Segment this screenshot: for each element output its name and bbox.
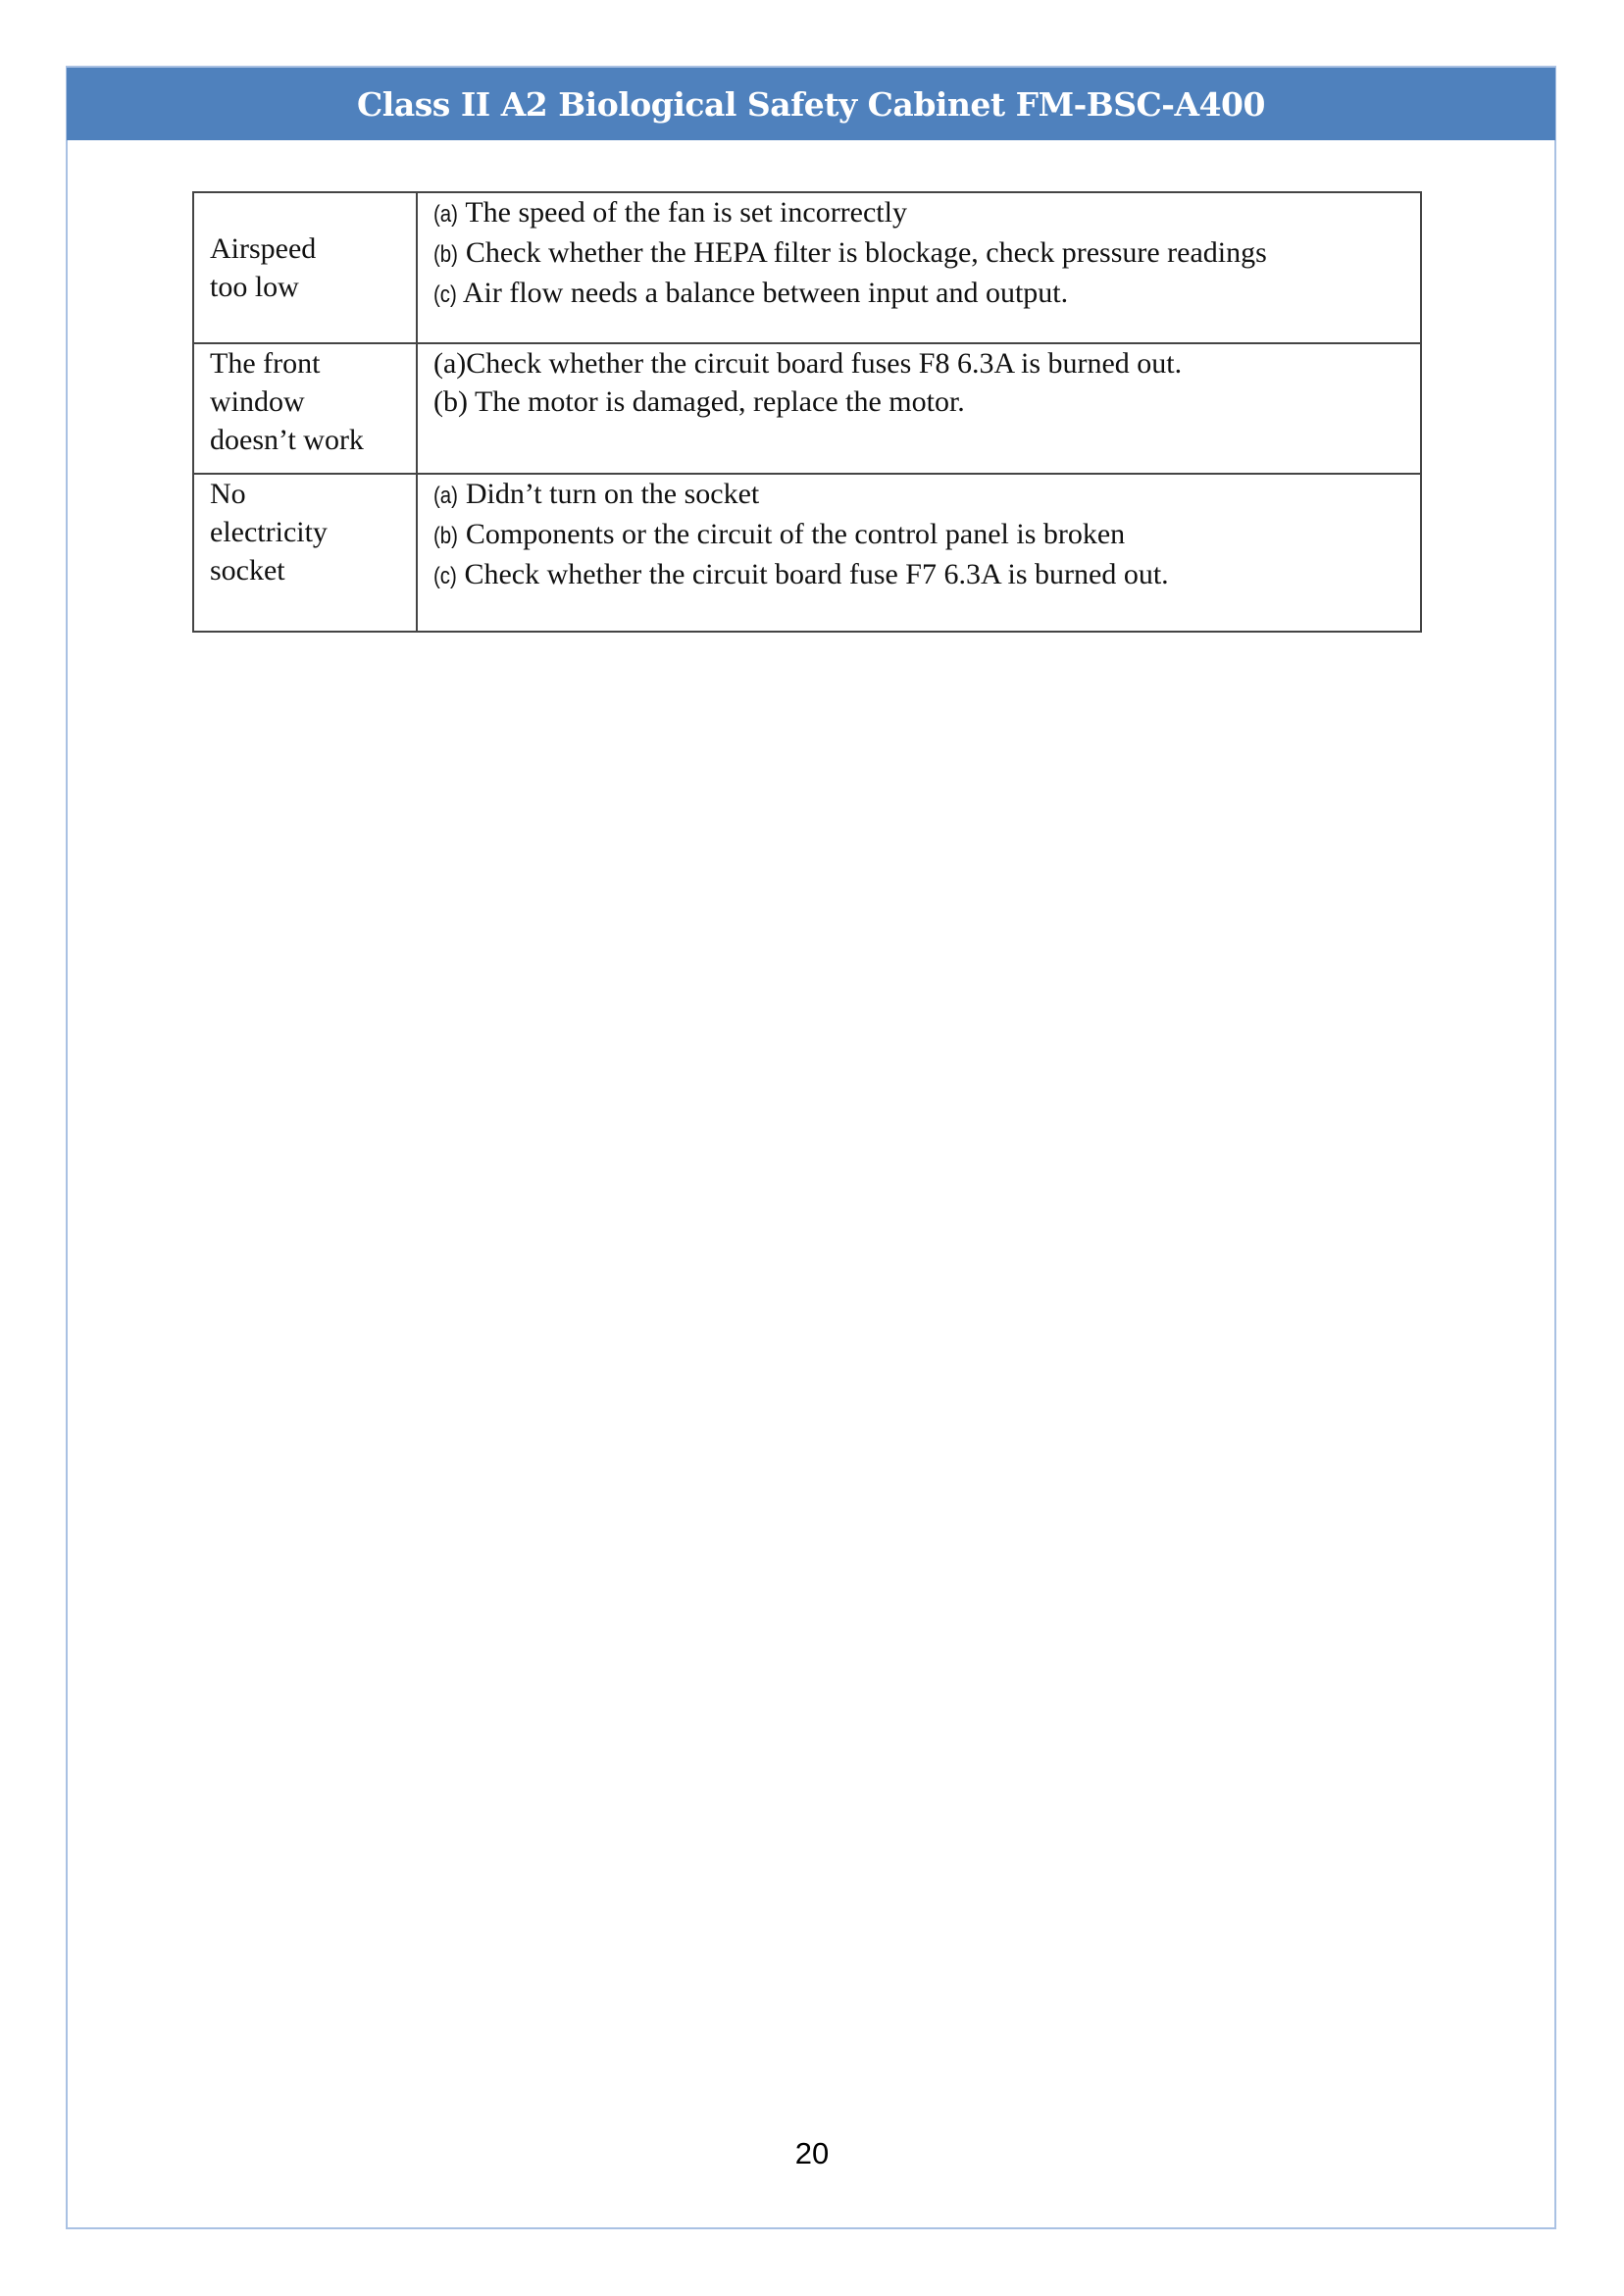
problem-text: socket (210, 554, 285, 587)
cause-cell (417, 343, 1421, 474)
problem-text: window (210, 385, 305, 418)
item-label: (a) (433, 347, 467, 380)
cause-item: (c) Check whether the circuit board fuse F7 6.3A is burned out. (433, 555, 1404, 595)
item-label: (b) (433, 385, 468, 418)
item-label: (c) (433, 563, 457, 589)
table-row (193, 192, 1421, 343)
table-row (193, 343, 1421, 474)
cause-item: (c) Air flow needs a balance between input and output. (433, 274, 1404, 314)
problem-cell (193, 474, 417, 632)
cause-item: (b) The motor is damaged, replace the motor. (433, 385, 965, 418)
item-label: (a) (433, 201, 458, 228)
cause-item: (b) Check whether the HEPA filter is blockage, check pressure readings (433, 233, 1404, 274)
cause-item: (a) The speed of the fan is set incorrectly (433, 193, 1404, 233)
problem-text: too low (210, 271, 299, 303)
document-title: Class II A2 Biological Safety Cabinet FM-BSC-A400 (357, 84, 1265, 124)
problem-text: The front (210, 347, 321, 380)
table-row (193, 474, 1421, 632)
item-label: (b) (433, 241, 458, 268)
problem-text: electricity (210, 516, 328, 548)
item-label: (c) (433, 281, 457, 308)
item-label: (a) (433, 483, 458, 509)
problem-text: doesn’t work (210, 424, 364, 456)
problem-cell (193, 343, 417, 474)
page-number: 20 (794, 2136, 830, 2170)
cause-item: (a) Didn’t turn on the socket (433, 475, 1404, 515)
cause-cell (417, 474, 1421, 632)
page-header (67, 68, 1555, 140)
problem-cell (193, 192, 417, 343)
item-label: (b) (433, 523, 458, 549)
cause-item: (a)Check whether the circuit board fuses F8 6.3A is burned out. (433, 347, 1183, 380)
problem-text: Airspeed (210, 232, 317, 265)
cause-item: (b) Components or the circuit of the control panel is broken (433, 515, 1404, 555)
cause-cell (417, 192, 1421, 343)
troubleshooting-table (192, 191, 1422, 633)
problem-text: No (210, 478, 246, 510)
